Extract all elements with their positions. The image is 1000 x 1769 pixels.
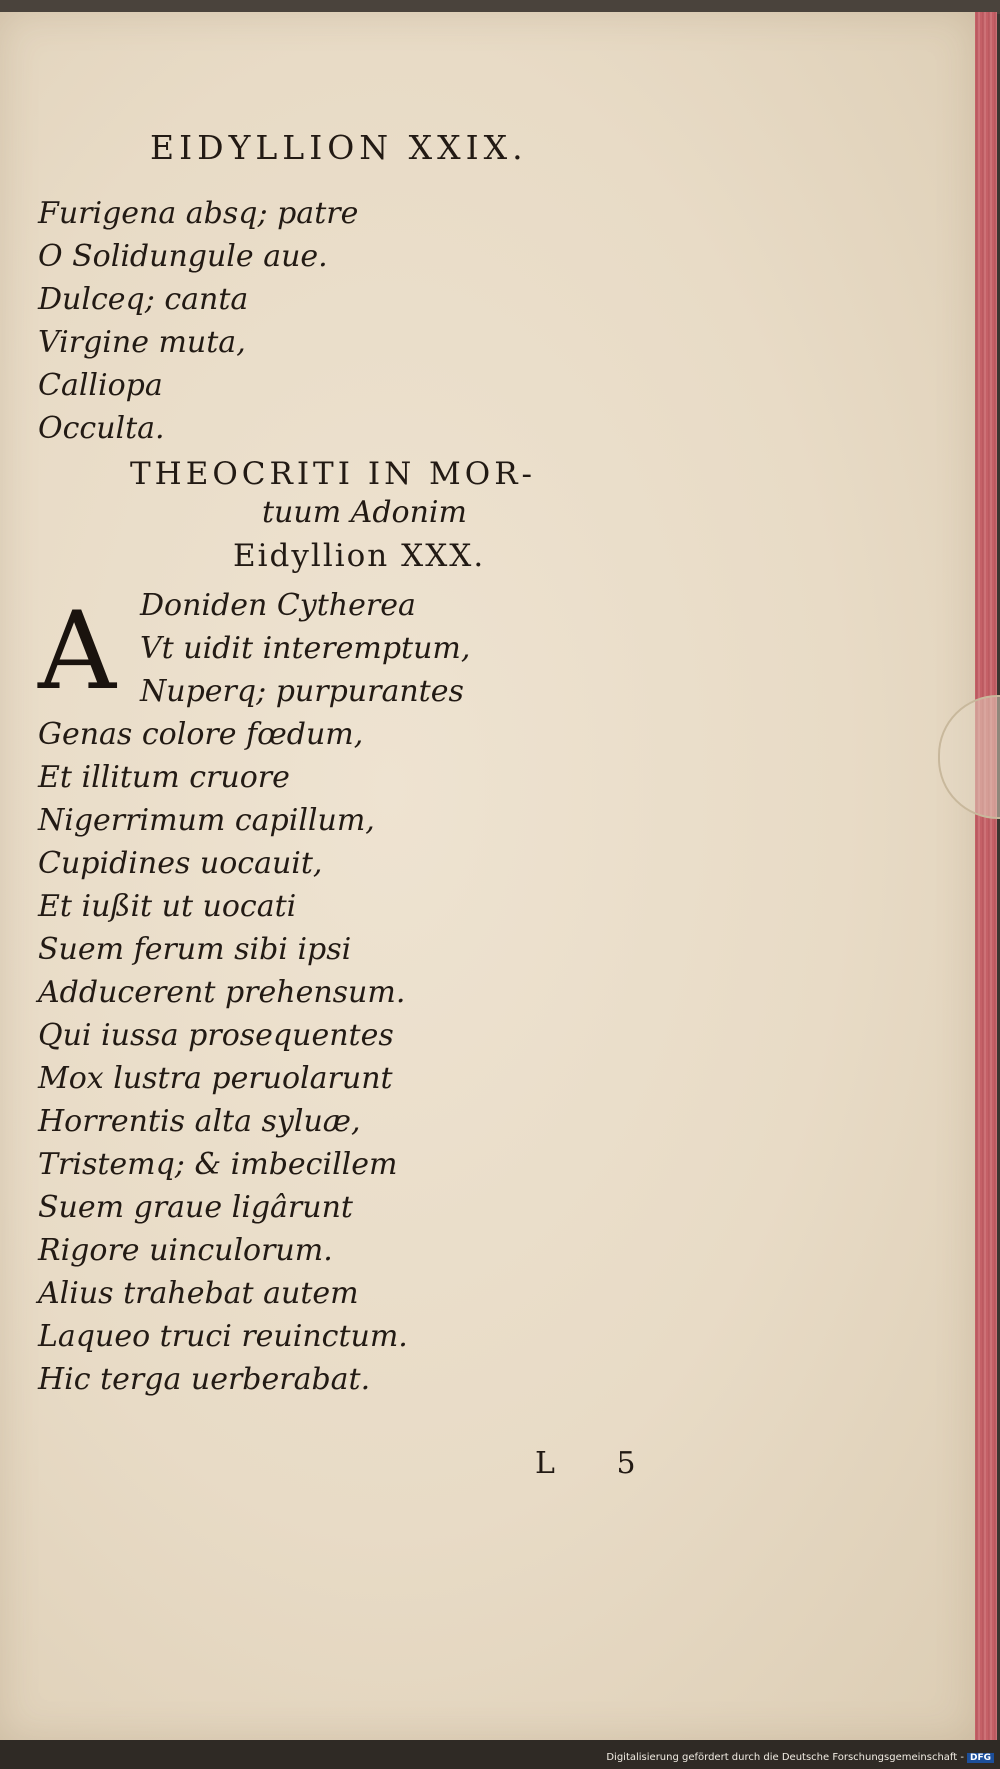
poem-end-line: Dulceq; canta	[38, 282, 249, 317]
poem-line: Qui iussa prosequentes	[38, 1018, 394, 1053]
drop-initial: A	[38, 589, 116, 714]
poem-line: Hic terga uerberabat.	[38, 1362, 371, 1397]
digitization-credit	[606, 1752, 994, 1763]
signature-mark: L 5	[535, 1446, 662, 1481]
poem-line: Alius trahebat autem	[38, 1276, 359, 1311]
section-title-line-2: tuum Adonim	[262, 495, 467, 530]
poem-line: Et illitum cruore	[38, 760, 290, 795]
poem-line: Genas colore fœdum,	[38, 717, 364, 752]
initial-line: Nuperq; purpurantes	[140, 674, 464, 709]
poem-line: Tristemq; & imbecillem	[38, 1147, 398, 1182]
poem-line: Suem graue ligârunt	[38, 1190, 353, 1225]
credit-text: Digitalisierung gefördert durch die Deutsche Forschungsgemeinschaft -	[606, 1752, 964, 1763]
poem-end-line: Calliopa	[38, 368, 163, 403]
poem-line: Laqueo truci reuinctum.	[38, 1319, 408, 1354]
poem-end-line: Occulta.	[38, 411, 165, 446]
red-page-edge	[975, 12, 997, 1740]
poem-line: Cupidines uocauit,	[38, 846, 323, 881]
section-title-line-1: THEOCRITI IN MOR-	[130, 456, 537, 492]
poem-line: Suem ferum sibi ipsi	[38, 932, 352, 967]
poem-end-line: Furigena absq; patre	[38, 196, 359, 231]
initial-line: Doniden Cytherea	[140, 588, 416, 623]
dfg-logo[interactable]: DFG	[967, 1753, 994, 1763]
poem-end-line: Virgine muta,	[38, 325, 246, 360]
running-head: EIDYLLION XXIX.	[150, 128, 528, 167]
poem-line: Adducerent prehensum.	[38, 975, 406, 1010]
poem-line: Et iußit ut uocati	[38, 889, 297, 924]
poem-end-line: O Solidungule aue.	[38, 239, 328, 274]
initial-line: Vt uidit interemptum,	[140, 631, 471, 666]
poem-line: Nigerrimum capillum,	[38, 803, 375, 838]
poem-line: Mox lustra peruolarunt	[38, 1061, 393, 1096]
poem-line: Rigore uinculorum.	[38, 1233, 333, 1268]
section-title-line-3: Eidyllion XXX.	[233, 538, 486, 574]
poem-line: Horrentis alta syluæ,	[38, 1104, 361, 1139]
